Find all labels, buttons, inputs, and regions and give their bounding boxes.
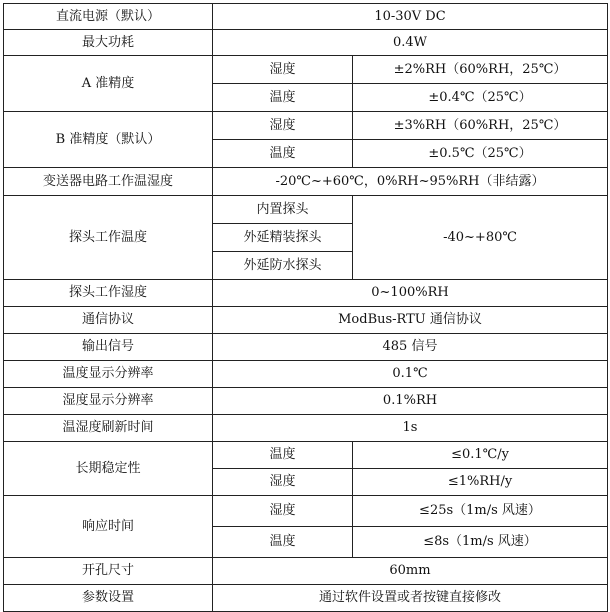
param-label: 响应时间 (4, 496, 213, 558)
param-value: ≤0.1℃/y (353, 442, 608, 469)
table-row (4, 496, 608, 527)
param-value: 60mm (213, 558, 608, 585)
sub-label: 湿度 (213, 496, 353, 527)
table-row (4, 585, 608, 612)
param-value: ≤8s（1m/s 风速） (353, 527, 608, 558)
table-row (4, 196, 608, 224)
table-row (4, 4, 608, 30)
param-value: 0.1%RH (213, 388, 608, 415)
param-value: ±0.4℃（25℃） (353, 84, 608, 112)
sub-label: 湿度 (213, 112, 353, 140)
param-value: ≤1%RH/y (353, 469, 608, 496)
param-label: 探头工作温度 (4, 196, 213, 280)
param-label: 温湿度刷新时间 (4, 415, 213, 442)
param-value: 通过软件设置或者按键直接修改 (213, 585, 608, 612)
param-label: 直流电源（默认） (4, 4, 213, 30)
sub-label: 湿度 (213, 469, 353, 496)
param-value: 0~100%RH (213, 280, 608, 307)
sub-label: 湿度 (213, 56, 353, 84)
param-value: ≤25s（1m/s 风速） (353, 496, 608, 527)
param-value: -20℃~+60℃，0%RH~95%RH（非结露） (213, 168, 608, 196)
sub-label: 温度 (213, 442, 353, 469)
param-label: 开孔尺寸 (4, 558, 213, 585)
sub-label: 内置探头 (213, 196, 353, 224)
param-label: 参数设置 (4, 585, 213, 612)
table-row (4, 280, 608, 307)
param-label: A 准精度 (4, 56, 213, 112)
param-value: 1s (213, 415, 608, 442)
param-value: -40~+80℃ (353, 196, 608, 280)
spec-table (3, 3, 608, 612)
param-label: 输出信号 (4, 334, 213, 361)
param-value: 485 信号 (213, 334, 608, 361)
param-value: 0.4W (213, 30, 608, 56)
sub-label: 外延精装探头 (213, 224, 353, 252)
param-value: ±0.5℃（25℃） (353, 140, 608, 168)
sub-label: 温度 (213, 527, 353, 558)
param-label: 最大功耗 (4, 30, 213, 56)
table-row (4, 415, 608, 442)
param-label: 湿度显示分辨率 (4, 388, 213, 415)
table-row (4, 307, 608, 334)
param-value: ±2%RH（60%RH，25℃） (353, 56, 608, 84)
param-label: 探头工作湿度 (4, 280, 213, 307)
table-row (4, 334, 608, 361)
table-row (4, 558, 608, 585)
table-row (4, 30, 608, 56)
table-row (4, 361, 608, 388)
param-label: 变送器电路工作温湿度 (4, 168, 213, 196)
sub-label: 温度 (213, 84, 353, 112)
table-row (4, 112, 608, 140)
param-label: 温度显示分辨率 (4, 361, 213, 388)
param-value: ±3%RH（60%RH，25℃） (353, 112, 608, 140)
param-value: 0.1℃ (213, 361, 608, 388)
table-row (4, 56, 608, 84)
table-row (4, 388, 608, 415)
table-row (4, 168, 608, 196)
param-value: ModBus-RTU 通信协议 (213, 307, 608, 334)
param-label: 长期稳定性 (4, 442, 213, 496)
param-label: B 准精度（默认） (4, 112, 213, 168)
table-row (4, 442, 608, 469)
param-value: 10-30V DC (213, 4, 608, 30)
sub-label: 温度 (213, 140, 353, 168)
param-label: 通信协议 (4, 307, 213, 334)
sub-label: 外延防水探头 (213, 252, 353, 280)
